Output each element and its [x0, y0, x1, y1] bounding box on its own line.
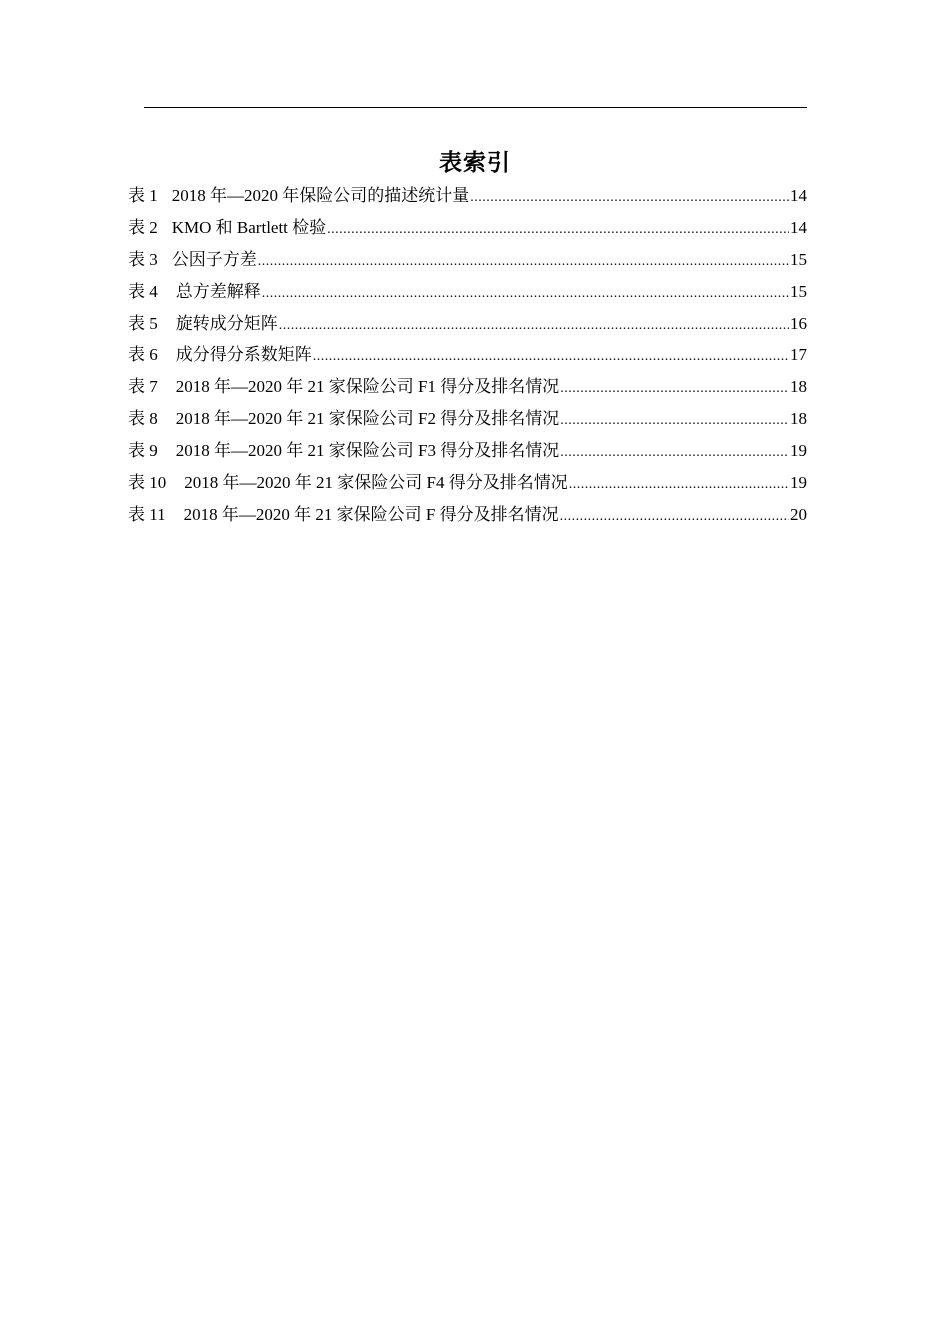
- toc-entry-page: 18: [790, 409, 807, 429]
- toc-entry-page: 19: [790, 441, 807, 461]
- toc-entry-number: 表 7: [128, 377, 158, 397]
- toc-entry-page: 15: [790, 249, 807, 269]
- toc-entry-page: 18: [790, 377, 807, 397]
- toc-entry-number: 表 6: [128, 345, 158, 365]
- dot-leader: [262, 280, 789, 308]
- toc-entry-number: 表 9: [128, 441, 158, 461]
- dot-leader: [569, 471, 789, 499]
- toc-entry[interactable]: [128, 246, 807, 278]
- toc-entry[interactable]: [128, 501, 807, 533]
- toc-entry[interactable]: [128, 373, 807, 405]
- toc-entry-page: 14: [790, 217, 807, 237]
- toc-entry-title: 2018 年—2020 年 21 家保险公司 F3 得分及排名情况: [175, 441, 560, 461]
- toc-entry-number: 表 4: [128, 281, 158, 301]
- toc-entry-title: KMO 和 Bartlett 检验: [171, 217, 327, 237]
- toc-entry-title: 公因子方差: [171, 249, 257, 269]
- dot-leader: [313, 343, 789, 371]
- toc-entry-number: 表 2: [128, 217, 158, 237]
- toc-entry-number: 表 10: [128, 473, 167, 493]
- toc-entry-page: 16: [790, 313, 807, 333]
- dot-leader: [258, 248, 789, 276]
- toc-entry-title: 2018 年—2020 年 21 家保险公司 F2 得分及排名情况: [175, 409, 560, 429]
- toc-entry-title: 旋转成分矩阵: [175, 313, 278, 333]
- dot-leader: [560, 407, 789, 435]
- toc-entry-number: 表 8: [128, 409, 158, 429]
- page-title: 表索引: [439, 150, 511, 176]
- toc-entry-page: 15: [790, 281, 807, 301]
- table-of-tables: [128, 182, 807, 533]
- header-rule: [144, 107, 807, 108]
- toc-entry-title: 2018 年—2020 年保险公司的描述统计量: [171, 186, 470, 205]
- toc-entry-number: 表 3: [128, 249, 158, 269]
- toc-entry-title: 2018 年—2020 年 21 家保险公司 F1 得分及排名情况: [175, 377, 560, 397]
- toc-entry[interactable]: [128, 214, 807, 246]
- toc-entry-title: 2018 年—2020 年 21 家保险公司 F 得分及排名情况: [183, 504, 559, 524]
- toc-entry[interactable]: [128, 278, 807, 310]
- dot-leader: [279, 312, 789, 340]
- toc-entry-number: 表 5: [128, 313, 158, 333]
- toc-entry-title: 2018 年—2020 年 21 家保险公司 F4 得分及排名情况: [184, 473, 568, 493]
- toc-entry-page: 17: [790, 345, 807, 365]
- toc-entry-number: 表 11: [128, 504, 166, 524]
- toc-entry[interactable]: [128, 182, 807, 214]
- toc-entry[interactable]: [128, 405, 807, 437]
- toc-entry[interactable]: [128, 469, 807, 501]
- dot-leader: [327, 216, 789, 244]
- toc-entry-page: 14: [790, 186, 807, 205]
- toc-entry-number: 表 1: [128, 186, 158, 205]
- toc-entry-title: 成分得分系数矩阵: [175, 345, 312, 365]
- toc-entry[interactable]: [128, 437, 807, 469]
- dot-leader: [560, 439, 789, 467]
- dot-leader: [470, 184, 789, 212]
- toc-entry-page: 19: [790, 473, 807, 493]
- toc-entry[interactable]: [128, 310, 807, 342]
- toc-entry[interactable]: [128, 341, 807, 373]
- dot-leader: [560, 375, 789, 403]
- toc-entry-page: 20: [790, 504, 807, 524]
- dot-leader: [560, 503, 789, 531]
- toc-entry-title: 总方差解释: [175, 281, 261, 301]
